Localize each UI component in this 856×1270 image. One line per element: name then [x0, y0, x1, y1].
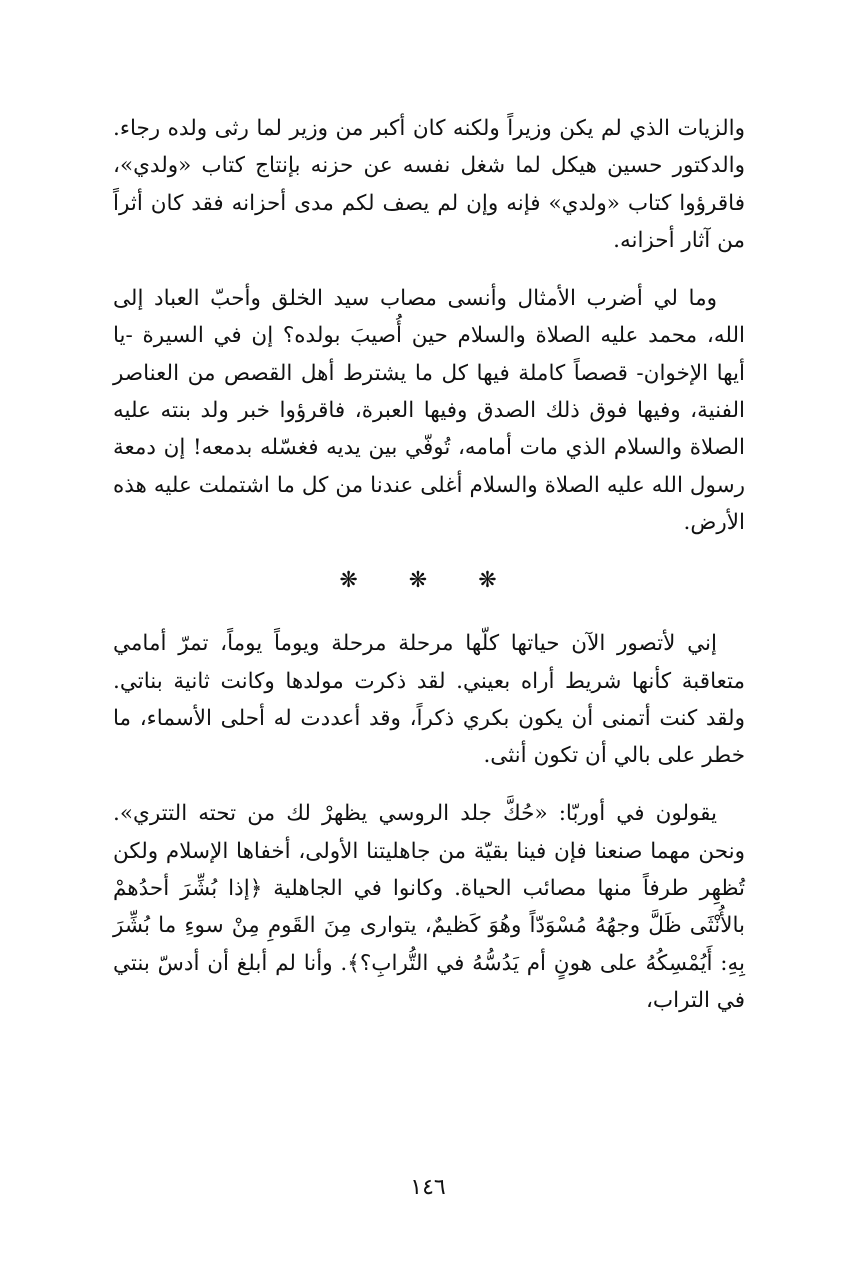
- page-number: ١٤٦: [410, 1175, 446, 1200]
- paragraph-gap: [113, 259, 745, 280]
- paragraph: يقولون في أوربّا: «حُكَّ جلد الروسي يظهرْ لك من تحته التتري». ونحن مهما صنعنا فإن فينا بقيّة من جاهليتنا الأولى، أخفاها الإسلام ولكن تُظهِر طرفاً منها مصائب الحياة. وكانوا في الجاهلية ﴿إذا بُشِّرَ أحدُهمْ بالأُنْثَى ظَلَّ وجهُهُ مُسْوَدّاً وهُوَ كَظيمٌ، يتوارى مِنَ القَومِ مِنْ سوءِ ما بُشِّرَ بِهِ: أَيُمْسِكُهُ على هونٍ أم يَدُسُّهُ في التُّرابِ؟﴾. وأنا لم أبلغ أن أدسّ بنتي في التراب،: [113, 801, 745, 1013]
- paragraph-gap: [113, 774, 745, 795]
- section-separator: ❋ ❋ ❋: [339, 568, 519, 594]
- page-body: [113, 110, 745, 1019]
- paragraph: والزيات الذي لم يكن وزيراً ولكنه كان أكبر من وزير لما رثى ولده رجاء. والدكتور حسين هيكل لما شغل نفسه عن حزنه بإنتاج كتاب «ولدي»، فاقرؤوا كتاب «ولدي» فإنه وإن لم يصف لكم مدى أحزانه فقد كان أثراً من آثار أحزانه.: [113, 116, 745, 253]
- paragraph: وما لي أضرب الأمثال وأنسى مصاب سيد الخلق وأحبّ العباد إلى الله، محمد عليه الصلاة والسلام حين أُصيبَ بولده؟ إن في السيرة -يا أيها الإخوان- قصصاً كاملة فيها كل ما يشترط أهل القصص من العناصر الفنية، وفيها فوق ذلك الصدق وفيها العبرة، فاقرؤوا خبر ولد بنته عليه الصلاة والسلام الذي مات أمامه، تُوفّي بين يديه فغسّله بدمعه! إن دمعة رسول الله عليه الصلاة والسلام أغلى عندنا من كل ما اشتملت عليه هذه الأرض.: [113, 286, 745, 535]
- paragraph: إني لأتصور الآن حياتها كلّها مرحلة مرحلة ويوماً يوماً، تمرّ أمامي متعاقبة كأنها شريط أراه بعيني. لقد ذكرت مولدها وكانت ثانية بناتي. ولقد كنت أتمنى أن يكون بكري ذكراً، وقد أعددت له أحلى الأسماء، ما خطر على بالي أن تكون أنثى.: [113, 631, 745, 769]
